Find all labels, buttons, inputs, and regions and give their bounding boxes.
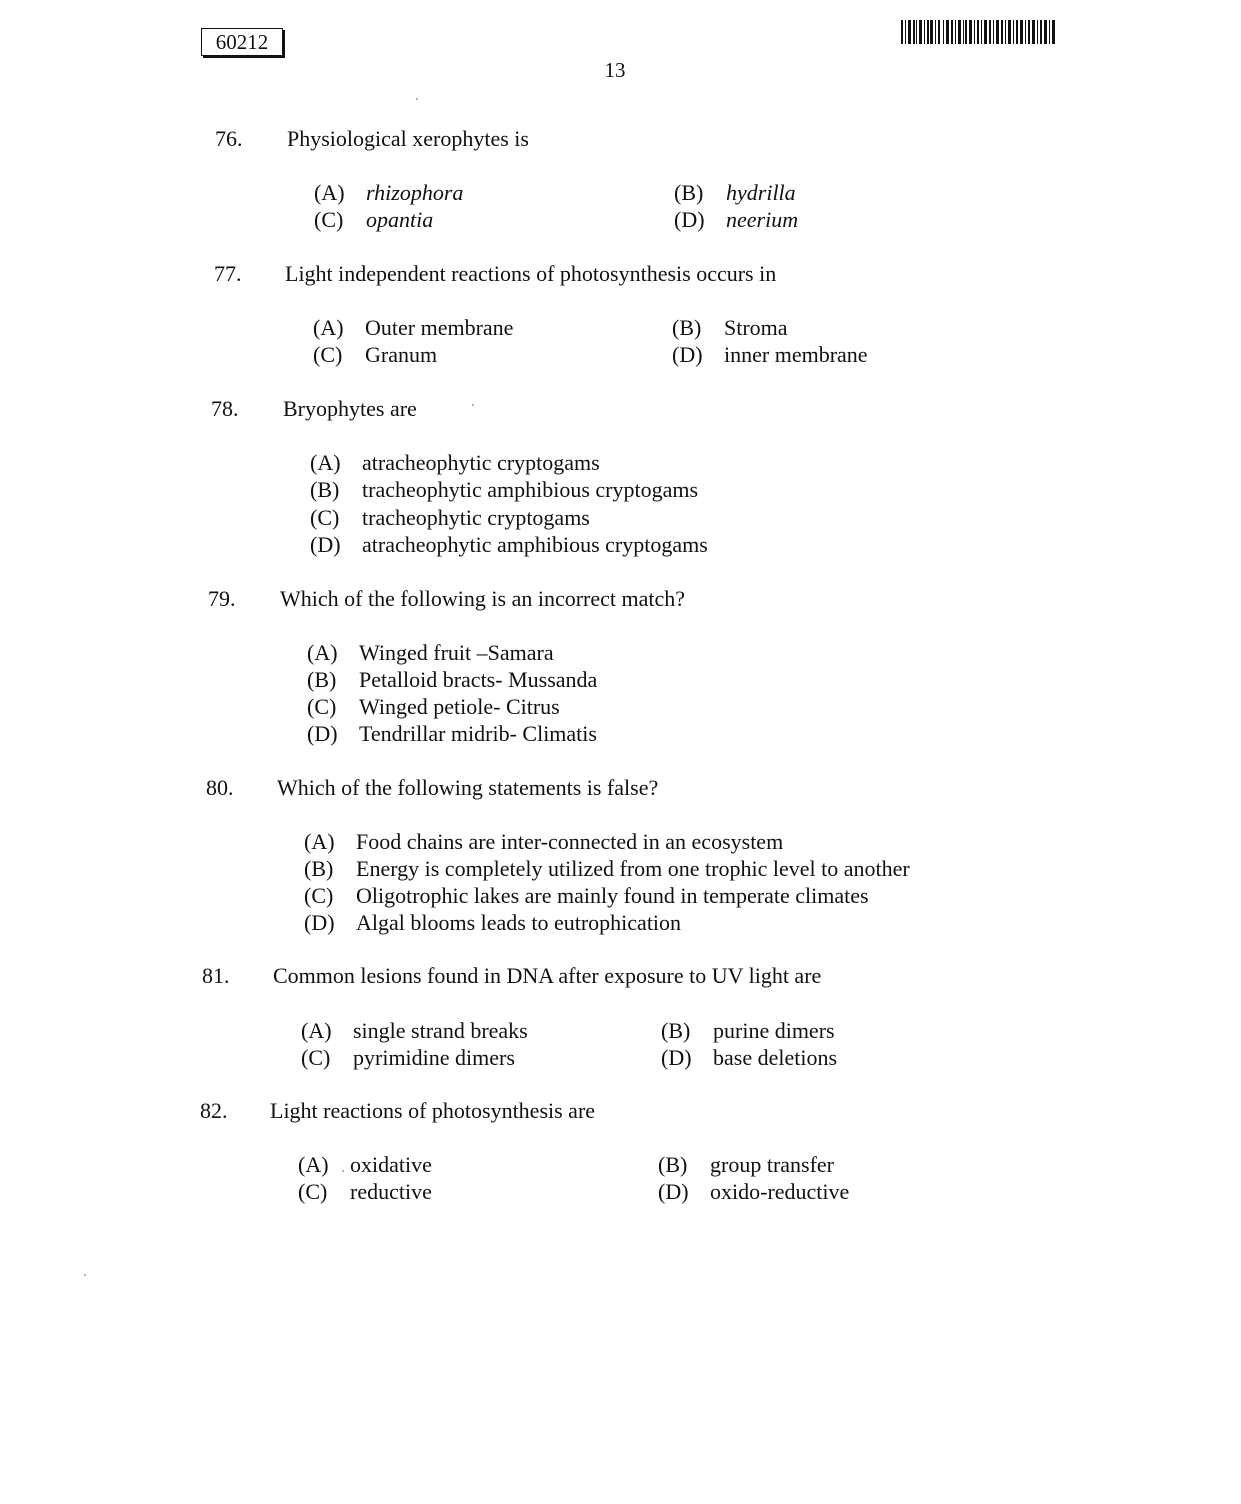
option-a [298,1152,432,1178]
option-letter: (A) [304,829,335,854]
paper-code-box [201,28,283,56]
option-d [310,532,708,558]
option-b [661,1018,835,1044]
option-d [307,721,597,747]
option-a [314,180,463,206]
option-letter: (D) [672,342,703,367]
option-a [310,450,600,476]
option-a [301,1018,528,1044]
option-c [304,883,869,909]
option-text: atracheophytic cryptogams [362,450,600,475]
option-text: Algal blooms leads to eutrophication [356,910,682,935]
option-text: Winged petiole- Citrus [359,694,560,719]
option-d [304,910,681,936]
option-letter: (C) [307,694,337,719]
option-b [304,856,910,882]
option-text: Winged fruit –Samara [359,640,554,665]
question-number: 78. [211,396,239,421]
option-c [301,1045,515,1071]
option-c [313,342,437,368]
option-text: Granum [365,342,438,367]
question-number: 81. [202,963,230,988]
option-letter: (D) [661,1045,692,1070]
option-text: tracheophytic amphibious cryptogams [362,477,699,502]
option-letter: (A) [313,315,344,340]
option-text: inner membrane [724,342,868,367]
scan-speck [342,1170,344,1172]
option-text: oxido-reductive [710,1179,850,1204]
option-letter: (D) [310,532,341,557]
option-d [661,1045,837,1071]
option-text: group transfer [710,1152,835,1177]
option-d [672,342,868,368]
option-letter: (B) [672,315,702,340]
option-d [674,207,798,233]
question-text: Light independent reactions of photosynthesis occurs in [285,261,777,286]
option-text: Food chains are inter-connected in an ecosystem [356,829,784,854]
question-text: Physiological xerophytes is [287,126,529,151]
option-letter: (A) [301,1018,332,1043]
option-b [307,667,597,693]
option-letter: (B) [307,667,337,692]
paper-code: 60212 [215,30,269,54]
option-letter: (A) [314,180,345,205]
option-a [307,640,554,666]
option-letter: (A) [310,450,341,475]
option-c [298,1179,432,1205]
option-letter: (D) [304,910,335,935]
option-letter: (B) [658,1152,688,1177]
option-letter: (D) [674,207,705,232]
option-b [658,1152,834,1178]
question-number: 82. [200,1098,228,1123]
option-d [658,1179,849,1205]
option-letter: (C) [298,1179,328,1204]
option-text: opantia [366,207,434,232]
question-number: 76. [215,126,243,151]
question-number: 80. [206,775,234,800]
option-letter: (C) [314,207,344,232]
question-text: Light reactions of photosynthesis are [270,1098,596,1123]
option-letter: (C) [304,883,334,908]
option-text: hydrilla [726,180,796,205]
question-text: Which of the following is an incorrect match? [280,586,686,611]
option-text: Stroma [724,315,788,340]
option-text: atracheophytic amphibious cryptogams [362,532,708,557]
option-text: rhizophora [366,180,464,205]
option-text: base deletions [713,1045,838,1070]
option-letter: (A) [307,640,338,665]
option-text: Tendrillar midrib- Climatis [359,721,597,746]
option-letter: (C) [310,505,340,530]
option-letter: (D) [307,721,338,746]
option-text: Petalloid bracts- Mussanda [359,667,598,692]
question-number: 77. [214,261,242,286]
option-letter: (D) [658,1179,689,1204]
scan-speck [472,404,474,406]
option-letter: (B) [304,856,334,881]
option-letter: (A) [298,1152,329,1177]
option-c [307,694,560,720]
option-b [674,180,796,206]
option-text: reductive [350,1179,432,1204]
question-number: 79. [208,586,236,611]
option-letter: (B) [310,477,340,502]
page-number: 13 [604,58,626,82]
option-c [310,505,590,531]
option-text: Outer membrane [365,315,514,340]
question-text: Bryophytes are [283,396,417,421]
option-a [313,315,513,341]
option-text: purine dimers [713,1018,835,1043]
option-c [314,207,433,233]
barcode-icon [901,20,1056,44]
option-text: Oligotrophic lakes are mainly found in temperate climates [356,883,869,908]
option-text: single strand breaks [353,1018,528,1043]
option-text: Energy is completely utilized from one trophic level to another [356,856,910,881]
option-letter: (B) [674,180,704,205]
option-letter: (C) [313,342,343,367]
option-b [672,315,788,341]
option-text: oxidative [350,1152,432,1177]
option-text: pyrimidine dimers [353,1045,515,1070]
option-text: tracheophytic cryptogams [362,505,590,530]
option-a [304,829,783,855]
option-text: neerium [726,207,799,232]
question-text: Which of the following statements is false? [277,775,659,800]
option-letter: (C) [301,1045,331,1070]
scan-speck [84,1274,86,1276]
scan-speck [416,98,418,100]
question-text: Common lesions found in DNA after exposure to UV light are [273,963,822,988]
option-b [310,477,698,503]
option-letter: (B) [661,1018,691,1043]
